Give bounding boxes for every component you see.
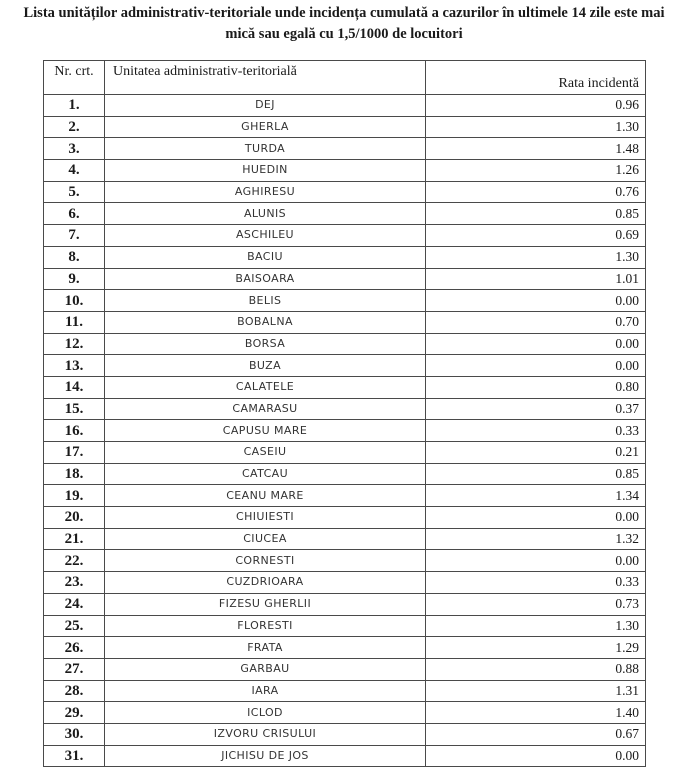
row-number: 23. <box>44 572 105 594</box>
table-row <box>44 160 646 182</box>
incidence-rate: 1.30 <box>426 246 646 268</box>
unit-name: CATCAU <box>105 463 426 485</box>
incidence-rate: 1.30 <box>426 615 646 637</box>
row-number: 27. <box>44 658 105 680</box>
table-row <box>44 333 646 355</box>
table-row <box>44 593 646 615</box>
incidence-rate: 0.69 <box>426 225 646 247</box>
header-row <box>44 61 646 95</box>
row-number: 20. <box>44 507 105 529</box>
unit-name: ICLOD <box>105 702 426 724</box>
row-number: 8. <box>44 246 105 268</box>
row-number: 29. <box>44 702 105 724</box>
table-row <box>44 442 646 464</box>
row-number: 24. <box>44 593 105 615</box>
table-header <box>44 61 646 95</box>
table-row <box>44 637 646 659</box>
table-row <box>44 203 646 225</box>
unit-name: FRATA <box>105 637 426 659</box>
incidence-rate: 1.29 <box>426 637 646 659</box>
unit-name: AGHIRESU <box>105 181 426 203</box>
unit-name: CASEIU <box>105 442 426 464</box>
table-row <box>44 420 646 442</box>
incidence-rate: 0.33 <box>426 420 646 442</box>
unit-name: IZVORU CRISULUI <box>105 723 426 745</box>
row-number: 15. <box>44 398 105 420</box>
incidence-rate: 0.76 <box>426 181 646 203</box>
row-number: 2. <box>44 116 105 138</box>
row-number: 6. <box>44 203 105 225</box>
unit-name: CEANU MARE <box>105 485 426 507</box>
incidence-rate: 1.26 <box>426 160 646 182</box>
row-number: 13. <box>44 355 105 377</box>
incidence-rate: 0.37 <box>426 398 646 420</box>
row-number: 26. <box>44 637 105 659</box>
incidence-rate: 0.96 <box>426 95 646 117</box>
unit-name: BORSA <box>105 333 426 355</box>
incidence-rate: 0.00 <box>426 333 646 355</box>
incidence-rate: 0.00 <box>426 290 646 312</box>
unit-name: DEJ <box>105 95 426 117</box>
table-row <box>44 268 646 290</box>
incidence-rate: 0.21 <box>426 442 646 464</box>
row-number: 11. <box>44 311 105 333</box>
unit-name: ASCHILEU <box>105 225 426 247</box>
incidence-rate: 0.85 <box>426 463 646 485</box>
row-number: 21. <box>44 528 105 550</box>
document-title <box>0 3 688 45</box>
unit-name: BUZA <box>105 355 426 377</box>
incidence-rate: 0.00 <box>426 550 646 572</box>
row-number: 4. <box>44 160 105 182</box>
row-number: 10. <box>44 290 105 312</box>
row-number: 28. <box>44 680 105 702</box>
incidence-rate: 1.30 <box>426 116 646 138</box>
incidence-rate: 1.48 <box>426 138 646 160</box>
incidence-rate: 1.31 <box>426 680 646 702</box>
unit-name: CUZDRIOARA <box>105 572 426 594</box>
unit-name: BOBALNA <box>105 311 426 333</box>
incidence-rate: 1.40 <box>426 702 646 724</box>
unit-name: BAISOARA <box>105 268 426 290</box>
table-row <box>44 246 646 268</box>
unit-name: IARA <box>105 680 426 702</box>
table-row <box>44 290 646 312</box>
row-number: 18. <box>44 463 105 485</box>
header-nr-crt: Nr. crt. <box>44 61 105 95</box>
row-number: 9. <box>44 268 105 290</box>
table-row <box>44 311 646 333</box>
table-row <box>44 658 646 680</box>
row-number: 31. <box>44 745 105 767</box>
unit-name: FLORESTI <box>105 615 426 637</box>
table-row <box>44 116 646 138</box>
title-line-2: mică sau egală cu 1,5/1000 de locuitori <box>225 26 463 42</box>
unit-name: CHIUIESTI <box>105 507 426 529</box>
incidence-table <box>43 60 646 767</box>
header-unit-name: Unitatea administrativ-teritorială <box>105 61 426 95</box>
incidence-rate: 0.00 <box>426 745 646 767</box>
row-number: 17. <box>44 442 105 464</box>
unit-name: ALUNIS <box>105 203 426 225</box>
unit-name: CALATELE <box>105 376 426 398</box>
unit-name: GHERLA <box>105 116 426 138</box>
incidence-rate: 1.34 <box>426 485 646 507</box>
incidence-rate: 0.85 <box>426 203 646 225</box>
row-number: 7. <box>44 225 105 247</box>
incidence-rate: 0.70 <box>426 311 646 333</box>
unit-name: GARBAU <box>105 658 426 680</box>
table-row <box>44 680 646 702</box>
incidence-rate: 0.00 <box>426 507 646 529</box>
incidence-rate: 0.80 <box>426 376 646 398</box>
unit-name: CAPUSU MARE <box>105 420 426 442</box>
unit-name: CIUCEA <box>105 528 426 550</box>
incidence-rate: 0.00 <box>426 355 646 377</box>
row-number: 25. <box>44 615 105 637</box>
incidence-rate: 0.88 <box>426 658 646 680</box>
row-number: 5. <box>44 181 105 203</box>
incidence-rate: 1.01 <box>426 268 646 290</box>
incidence-rate: 0.33 <box>426 572 646 594</box>
incidence-rate: 1.32 <box>426 528 646 550</box>
table-row <box>44 702 646 724</box>
unit-name: CAMARASU <box>105 398 426 420</box>
table-row <box>44 485 646 507</box>
table-row <box>44 95 646 117</box>
table-row <box>44 138 646 160</box>
row-number: 19. <box>44 485 105 507</box>
table-row <box>44 615 646 637</box>
table-row <box>44 463 646 485</box>
row-number: 30. <box>44 723 105 745</box>
unit-name: TURDA <box>105 138 426 160</box>
table-row <box>44 181 646 203</box>
table-row <box>44 507 646 529</box>
table-row <box>44 723 646 745</box>
unit-name: CORNESTI <box>105 550 426 572</box>
table-row <box>44 745 646 767</box>
table-row <box>44 572 646 594</box>
table-row <box>44 376 646 398</box>
table-row <box>44 355 646 377</box>
incidence-rate: 0.73 <box>426 593 646 615</box>
table-row <box>44 398 646 420</box>
header-incidence-rate: Rata incidentă <box>426 61 646 95</box>
unit-name: JICHISU DE JOS <box>105 745 426 767</box>
unit-name: HUEDIN <box>105 160 426 182</box>
table-body <box>44 95 646 767</box>
unit-name: BACIU <box>105 246 426 268</box>
unit-name: FIZESU GHERLII <box>105 593 426 615</box>
row-number: 12. <box>44 333 105 355</box>
row-number: 14. <box>44 376 105 398</box>
table-row <box>44 550 646 572</box>
row-number: 1. <box>44 95 105 117</box>
row-number: 3. <box>44 138 105 160</box>
title-line-1: Lista unităților administrativ-teritoriale unde incidența cumulată a cazurilor în ultimele 14 zile este mai <box>23 5 665 21</box>
table-row <box>44 225 646 247</box>
row-number: 22. <box>44 550 105 572</box>
row-number: 16. <box>44 420 105 442</box>
unit-name: BELIS <box>105 290 426 312</box>
incidence-rate: 0.67 <box>426 723 646 745</box>
table-row <box>44 528 646 550</box>
